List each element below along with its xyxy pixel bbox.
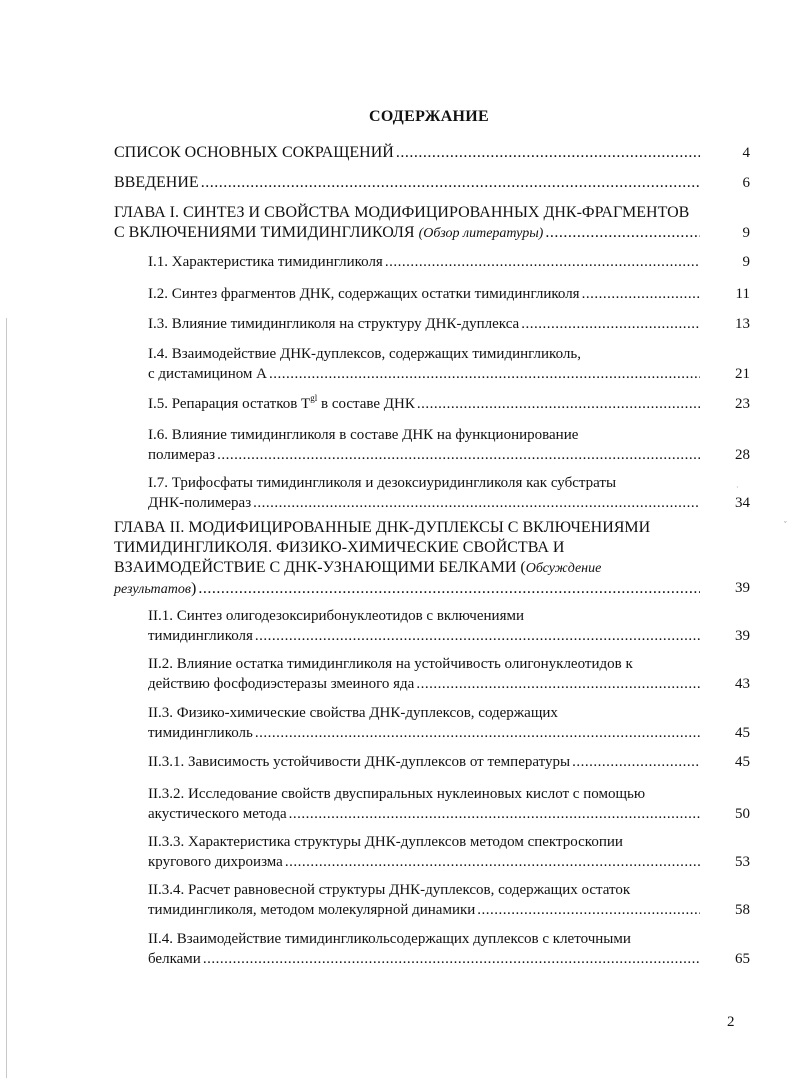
- page-title: СОДЕРЖАНИЕ: [368, 108, 490, 125]
- toc-entry[interactable]: [148, 784, 750, 824]
- toc-entry[interactable]: [148, 703, 750, 743]
- toc-entry-page: 50: [735, 806, 750, 822]
- scan-mark: ˇ: [784, 520, 787, 529]
- toc-entry[interactable]: [148, 832, 750, 872]
- toc-entry[interactable]: [114, 518, 750, 600]
- toc-entry-title-cont: результатов): [114, 580, 197, 597]
- toc-entry-page: 45: [735, 725, 750, 741]
- scan-mark: ·: [736, 483, 739, 492]
- toc-entry-title-cont: полимераз: [148, 447, 216, 463]
- toc-entry[interactable]: [148, 654, 750, 694]
- toc-entry-title: I.3. Влияние тимидингликоля на структуру ДНК-дуплекса: [148, 316, 520, 332]
- toc-entry-title: I.6. Влияние тимидингликоля в составе ДНК на функционирование: [148, 427, 579, 443]
- toc-entry[interactable]: [148, 473, 750, 513]
- leader-dots: [201, 173, 700, 193]
- leader-dots: [521, 314, 700, 334]
- toc-entry-title-cont: тимидингликоль: [148, 725, 253, 741]
- toc-entry-title: ГЛАВА II. МОДИФИЦИРОВАННЫЕ ДНК-ДУПЛЕКСЫ С ВКЛЮЧЕНИЯМИ: [114, 519, 651, 536]
- toc-entry[interactable]: [114, 143, 750, 163]
- leader-dots: [255, 723, 700, 743]
- toc-entry-title-cont: акустического метода: [148, 806, 287, 822]
- toc-entry-title: II.4. Взаимодействие тимидингликольсодержащих дуплексов с клеточными: [148, 931, 631, 947]
- toc-entry-title: I.7. Трифосфаты тимидингликоля и дезоксиуридингликоля как субстраты: [148, 475, 617, 491]
- toc-entry-page: 4: [742, 145, 750, 161]
- leader-dots: [253, 493, 700, 513]
- leader-dots: [198, 579, 700, 599]
- leader-dots: [416, 674, 700, 694]
- toc-entry-title-cont: с дистамицином А: [148, 366, 268, 382]
- toc-entry[interactable]: [148, 252, 750, 272]
- leader-dots: [203, 949, 700, 969]
- page-number: 2: [727, 1014, 735, 1030]
- toc-entry-title-cont: ДНК-полимераз: [148, 495, 252, 511]
- toc-entry-title-cont: действию фосфодиэстеразы змеиного яда: [148, 676, 415, 692]
- toc-entry[interactable]: [114, 203, 750, 244]
- toc-entry-title: II.3.4. Расчет равновесной структуры ДНК-дуплексов, содержащих остаток: [148, 882, 631, 898]
- toc-entry-title: СПИСОК ОСНОВНЫХ СОКРАЩЕНИЙ: [114, 144, 394, 161]
- toc-entry-title-cont: белками: [148, 951, 201, 967]
- toc-entry-subtitle: Обсуждение: [525, 561, 602, 576]
- toc-entry-title-cont: тимидингликоля: [148, 628, 253, 644]
- leader-dots: [477, 900, 700, 920]
- toc-entry-title-cont: С ВКЛЮЧЕНИЯМИ ТИМИДИНГЛИКОЛЯ: [114, 224, 415, 241]
- leader-dots: [285, 852, 700, 872]
- toc-entry[interactable]: [148, 752, 750, 772]
- toc-entry-page: 39: [735, 628, 750, 644]
- toc-entry-title-cont: тимидингликоля, методом молекулярной динамики: [148, 902, 476, 918]
- toc-entry-page: 23: [735, 396, 750, 412]
- toc-entry-title: I.5. Репарация остатков $T^{gl}$ в составе ДНК: [148, 393, 415, 412]
- leader-dots: [255, 626, 700, 646]
- toc-entry[interactable]: [148, 344, 750, 384]
- leader-dots: [582, 284, 700, 304]
- toc-entry-title: II.2. Влияние остатка тимидингликоля на устойчивость олигонуклеотидов к: [148, 656, 633, 672]
- toc-entry-page: 9: [742, 225, 750, 241]
- leader-dots: [417, 394, 700, 414]
- leader-dots: [289, 804, 700, 824]
- toc-entry-page: 65: [735, 951, 750, 967]
- toc-entry-subtitle: (Обзор литературы): [418, 226, 544, 241]
- leader-dots: [269, 364, 700, 384]
- toc-entry[interactable]: [148, 394, 750, 414]
- leader-dots: [572, 752, 700, 772]
- toc-entry-title: I.1. Характеристика тимидингликоля: [148, 254, 383, 270]
- toc-entry[interactable]: [148, 425, 750, 465]
- toc-entry-title-cont: ТИМИДИНГЛИКОЛЯ. ФИЗИКО-ХИМИЧЕСКИЕ СВОЙСТВА И: [114, 539, 565, 556]
- toc-entry-title: II.3.2. Исследование свойств двуспиральных нуклеиновых кислот с помощью: [148, 786, 646, 802]
- toc-entry[interactable]: [148, 880, 750, 920]
- toc-entry-title: ГЛАВА I. СИНТЕЗ И СВОЙСТВА МОДИФИЦИРОВАННЫХ ДНК-ФРАГМЕНТОВ: [114, 204, 690, 221]
- toc-entry[interactable]: [114, 173, 750, 193]
- leader-dots: [396, 143, 700, 163]
- toc-entry-title: II.3.3. Характеристика структуры ДНК-дуплексов методом спектроскопии: [148, 834, 623, 850]
- toc-entry-page: 6: [742, 175, 750, 191]
- leader-dots: [385, 252, 700, 272]
- superscript-gl: gl: [310, 393, 318, 403]
- toc-entry[interactable]: [148, 284, 750, 304]
- toc-entry-page: 28: [735, 447, 750, 463]
- toc-entry-page: 53: [735, 854, 750, 870]
- toc-entry-title: I.2. Синтез фрагментов ДНК, содержащих остатки тимидингликоля: [148, 286, 580, 302]
- toc-entry-title-cont: кругового дихроизма: [148, 854, 283, 870]
- toc-entry-title: I.4. Взаимодействие ДНК-дуплексов, содержащих тимидингликоль,: [148, 346, 581, 362]
- toc-entry-title-cont: ВЗАИМОДЕЙСТВИЕ С ДНК-УЗНАЮЩИМИ БЕЛКАМИ (Обсуждение: [114, 559, 602, 576]
- toc-entry-page: 11: [735, 286, 750, 302]
- toc-entry[interactable]: [148, 929, 750, 969]
- toc-entry-page: 13: [735, 316, 750, 332]
- toc-entry-title: II.3.1. Зависимость устойчивости ДНК-дуплексов от температуры: [148, 754, 571, 770]
- toc-entry[interactable]: [148, 314, 750, 334]
- toc-entry-page: 39: [735, 580, 750, 596]
- toc-entry-page: 34: [735, 495, 750, 511]
- toc-entry-title: ВВЕДЕНИЕ: [114, 174, 199, 191]
- toc-entry-page: 9: [742, 254, 750, 270]
- toc-entry[interactable]: [148, 606, 750, 646]
- leader-dots: [217, 445, 700, 465]
- toc-entry-page: 21: [735, 366, 750, 382]
- toc-entry-page: 45: [735, 754, 750, 770]
- toc-entry-page: 58: [735, 902, 750, 918]
- leader-dots: [545, 223, 700, 243]
- toc-entry-page: 43: [735, 676, 750, 692]
- toc-entry-title: II.3. Физико-химические свойства ДНК-дуплексов, содержащих: [148, 705, 558, 721]
- toc-entry-title: II.1. Синтез олигодезоксирибонуклеотидов с включениями: [148, 608, 524, 624]
